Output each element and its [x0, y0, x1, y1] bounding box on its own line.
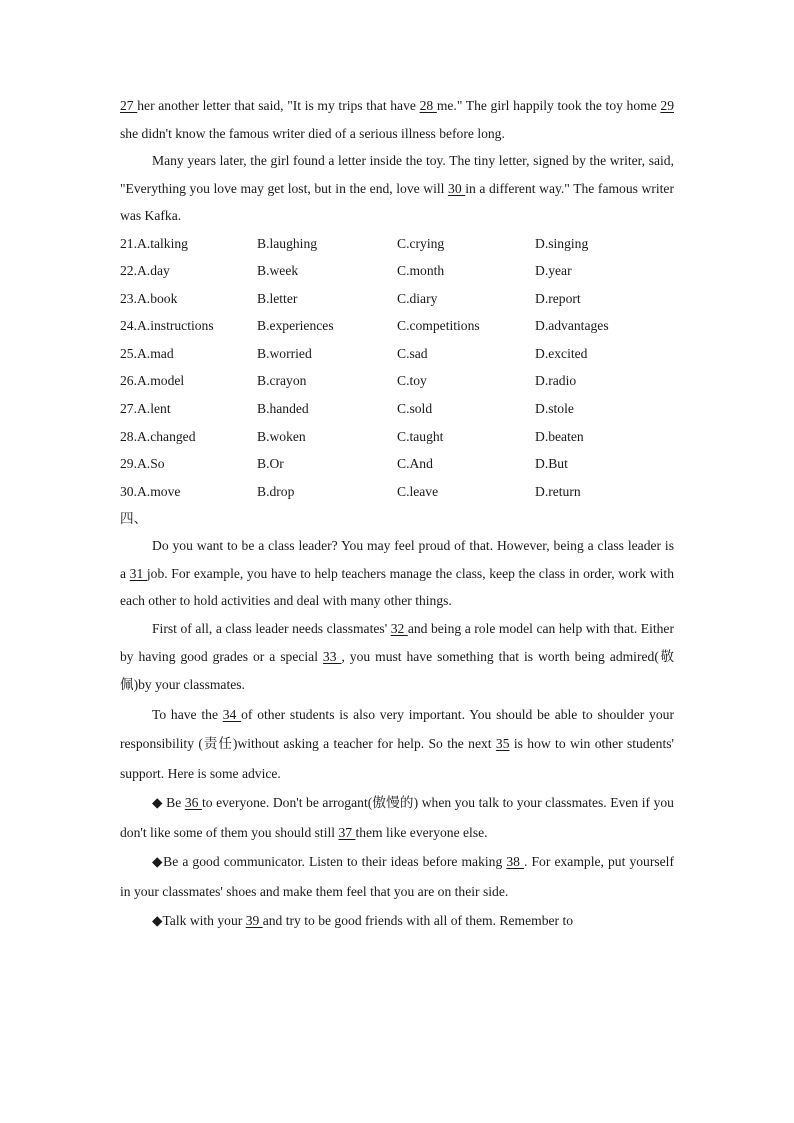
- text: Do you want to be a class leader? You may feel proud of that. However, being a class leader is a: [120, 538, 674, 581]
- text: ◆Talk with your: [152, 913, 246, 929]
- section-heading: 四、: [120, 511, 148, 527]
- option-c: C.crying: [397, 235, 445, 251]
- option-row-23: [120, 285, 674, 313]
- option-d: D.advantages: [535, 318, 609, 334]
- option-c: C.leave: [397, 483, 439, 499]
- option-d: D.singing: [535, 235, 589, 251]
- section4-paragraph-3: [120, 700, 674, 789]
- section4-paragraph-2: [120, 615, 674, 700]
- option-d: D.But: [535, 456, 568, 472]
- option-b: B.week: [257, 263, 299, 279]
- option-b: B.crayon: [257, 373, 307, 389]
- blank-29: 29: [660, 98, 674, 113]
- section4-paragraph-1: [120, 532, 674, 615]
- option-d: D.report: [535, 290, 581, 306]
- option-b: B.drop: [257, 483, 295, 499]
- text: First of all, a class leader needs classmates': [152, 620, 391, 636]
- options-list: [120, 230, 674, 506]
- text: . For example, put yourself in your classmates' shoes and make them feel that you are on their side.: [120, 854, 674, 899]
- option-row-21: [120, 230, 674, 258]
- blank-32: 32: [390, 620, 408, 636]
- text: and being a role model can help with that. Either by having good grades or a special: [120, 620, 674, 665]
- option-row-24: [120, 312, 674, 340]
- option-c: C.diary: [397, 290, 438, 306]
- text: them like everyone else.: [355, 824, 488, 840]
- option-b: B.laughing: [257, 235, 318, 251]
- blank-27: 27: [120, 98, 138, 113]
- document-page: [120, 92, 674, 936]
- option-row-25: [120, 340, 674, 368]
- option-d: D.stole: [535, 401, 574, 417]
- option-b: B.letter: [257, 290, 298, 306]
- option-row-28: [120, 423, 674, 451]
- option-row-30: [120, 478, 674, 506]
- option-c: C.month: [397, 263, 445, 279]
- text: to everyone. Don't be arrogant(傲慢的) when you talk to your classmates. Even if you don't like some of them you should still: [120, 795, 674, 840]
- text: her another letter that said, "It is my trips that have: [137, 98, 420, 113]
- blank-31: 31: [129, 565, 147, 581]
- option-a: 29.A.So: [120, 456, 165, 472]
- option-c: C.sold: [397, 401, 433, 417]
- option-d: D.radio: [535, 373, 577, 389]
- section4-paragraph-4: [120, 788, 674, 847]
- option-a: 24.A.instructions: [120, 318, 214, 334]
- blank-28: 28: [419, 98, 437, 113]
- blank-33: 33: [322, 649, 342, 665]
- blank-30: 30: [448, 180, 466, 196]
- option-c: C.And: [397, 456, 433, 472]
- option-a: 26.A.model: [120, 373, 185, 389]
- text: and try to be good friends with all of them. Remember to: [262, 913, 574, 929]
- option-c: C.toy: [397, 373, 427, 389]
- option-c: C.competitions: [397, 318, 480, 334]
- text: of other students is also very important. You should be able to shoulder your responsibility (责任)without asking a teacher for help. So the next: [120, 706, 674, 752]
- option-row-27: [120, 395, 674, 423]
- text: me." The girl happily took the toy home: [436, 98, 661, 113]
- option-row-22: [120, 257, 674, 285]
- option-a: 27.A.lent: [120, 401, 171, 417]
- option-b: B.worried: [257, 345, 312, 361]
- option-row-29: [120, 450, 674, 478]
- option-d: D.excited: [535, 345, 588, 361]
- text: in a different way." The famous writer was Kafka.: [120, 180, 674, 223]
- option-d: D.return: [535, 483, 581, 499]
- text: , you must have something that is worth being admired(敬佩)by your classmates.: [120, 649, 674, 693]
- option-a: 25.A.mad: [120, 345, 174, 361]
- option-d: D.year: [535, 263, 572, 279]
- option-a: 23.A.book: [120, 290, 178, 306]
- text: is how to win other students' support. Here is some advice.: [120, 736, 674, 781]
- option-d: D.beaten: [535, 428, 584, 444]
- text: To have the: [152, 706, 223, 722]
- option-b: B.experiences: [257, 318, 334, 334]
- option-b: B.handed: [257, 401, 309, 417]
- passage3-paragraph-1: [120, 92, 674, 147]
- option-c: C.taught: [397, 428, 444, 444]
- section4-paragraph-6: [120, 906, 674, 936]
- section4-paragraph-5: [120, 847, 674, 906]
- blank-39: 39: [245, 913, 263, 929]
- option-a: 22.A.day: [120, 263, 170, 279]
- option-c: C.sad: [397, 345, 428, 361]
- option-a: 30.A.move: [120, 483, 181, 499]
- passage3-paragraph-2: [120, 147, 674, 230]
- option-a: 28.A.changed: [120, 428, 196, 444]
- text: ◆ Be: [152, 795, 185, 811]
- text: Many years later, the girl found a letter inside the toy. The tiny letter, signed by the writer, said, "Everything you love may get lost, but in the end, love will: [120, 153, 674, 196]
- blank-34: 34: [222, 706, 242, 722]
- blank-37: 37: [338, 824, 356, 840]
- text: she didn't know the famous writer died of a serious illness before long.: [120, 125, 505, 141]
- blank-38: 38: [506, 854, 525, 870]
- text: job. For example, you have to help teachers manage the class, keep the class in order, work with each other to hold activities and deal with many other things.: [120, 565, 674, 609]
- blank-36: 36: [184, 795, 202, 811]
- blank-35: 35: [495, 736, 510, 752]
- option-a: 21.A.talking: [120, 235, 188, 251]
- option-b: B.Or: [257, 456, 284, 472]
- option-row-26: [120, 367, 674, 395]
- option-b: B.woken: [257, 428, 306, 444]
- text: ◆Be a good communicator. Listen to their ideas before making: [152, 854, 507, 870]
